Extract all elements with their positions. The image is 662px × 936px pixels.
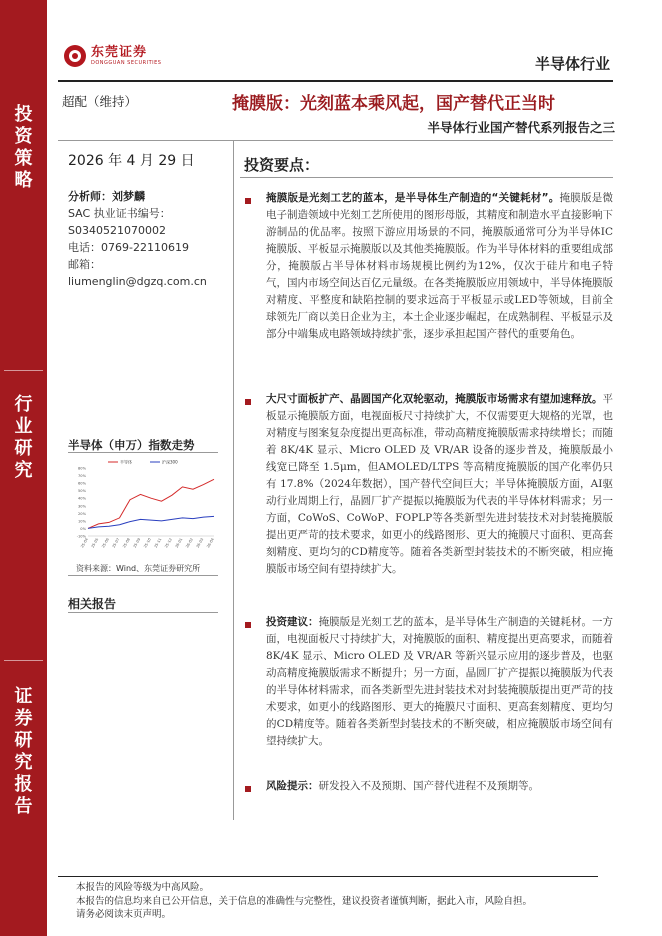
x-tick-label: 25-04 <box>80 537 89 549</box>
bullet-icon <box>245 198 251 204</box>
index-chart <box>68 456 218 560</box>
analyst-info <box>68 188 228 290</box>
related-rule <box>68 612 218 613</box>
logo-text-cn: 东莞证券 <box>91 44 148 60</box>
y-tick-label: 0% <box>80 526 86 531</box>
related-reports-heading: 相关报告 <box>68 597 117 611</box>
analyst-name: 分析师：刘梦麟 <box>68 190 145 203</box>
industry-label: 半导体行业 <box>534 55 610 73</box>
y-tick-label: 10% <box>78 519 86 524</box>
sidebar-divider <box>4 370 43 371</box>
company-logo <box>64 45 161 67</box>
key-point-2-lead: 大尺寸面板扩产、晶圆国产化双轮驱动，掩膜版市场需求有望加速释放。 <box>266 393 603 405</box>
x-tick-label: 25-09 <box>132 537 142 549</box>
y-tick-label: 50% <box>78 489 86 494</box>
x-tick-label: 25-11 <box>153 537 163 549</box>
legend-label: 半导体 <box>120 459 132 465</box>
bullet-icon <box>245 399 251 405</box>
sidebar-char: 研 <box>14 438 33 459</box>
sidebar-char: 研 <box>14 730 33 751</box>
footer-rule <box>58 876 598 877</box>
chart-rule <box>68 452 218 453</box>
y-tick-label: 80% <box>78 466 86 471</box>
report-title: 掩膜版：光刻蓝本乘风起，国产替代正当时 <box>232 94 555 114</box>
sidebar-section-research <box>0 686 47 818</box>
sidebar-char: 行 <box>14 394 33 415</box>
y-tick-label: -10% <box>76 534 86 539</box>
footer-read-statement: 请务必阅读末页声明。 <box>76 909 172 920</box>
sidebar-char: 业 <box>14 416 33 437</box>
footer-risk-level: 本报告的风险等级为中高风险。 <box>76 882 210 893</box>
sidebar-char: 究 <box>14 752 33 773</box>
index-chart-svg <box>68 456 218 560</box>
rating-label: 超配（维持） <box>62 94 138 109</box>
sidebar-section-industry <box>0 394 47 482</box>
logo-mark-icon <box>64 45 86 67</box>
chart-rule <box>68 575 218 576</box>
x-tick-label: 25-07 <box>111 537 121 549</box>
key-point-4-body: 研发投入不及预期、国产替代进程不及预期等。 <box>318 780 539 792</box>
key-points-heading: 投资要点： <box>244 156 320 174</box>
report-subtitle: 半导体行业国产替代系列报告之三 <box>427 120 615 135</box>
sidebar-char: 资 <box>14 126 33 147</box>
sidebar-char: 策 <box>14 148 33 169</box>
bullet-icon <box>245 786 251 792</box>
sidebar-char: 究 <box>14 460 33 481</box>
footer-info-source: 本报告的信息均来自已公开信息，关于信息的准确性与完整性，建议投资者谨慎判断，据此入市，风险自担。 <box>76 895 533 907</box>
x-tick-label: 26-03 <box>195 537 205 549</box>
logo-text-en: DONGGUAN SECURITIES <box>91 59 162 66</box>
sidebar-divider <box>4 660 43 661</box>
chart-title: 半导体（申万）指数走势 <box>68 438 195 452</box>
sidebar-char: 投 <box>14 104 33 125</box>
y-tick-label: 30% <box>78 504 86 509</box>
sidebar-char: 券 <box>14 708 33 729</box>
series-line-0 <box>88 479 214 528</box>
email-label: 邮箱： <box>68 258 101 271</box>
key-point-3-body: 掩膜版是光刻工艺的蓝本，是半导体生产制造的关键耗材。一方面，电视面板尺寸持续扩大，对掩膜版的面积、精度提出更高要求，而随着 8K/4K 显示、Micro OLED 及 VR/AR 等新兴显示应用的逐步普及，也驱动高精度掩膜版需求不断提升；另一方面，晶圆厂扩产提振以掩膜版为代表的半导体材料需求，而各类新型先进封装技术对封装掩膜版提出更严苛的技术要求，如更小的线路图形、更大的掩膜尺寸面积、更高套刻精度、更均匀的CD精度等。随着各类新型封装技术的不断突破，相应掩膜版市场空间有望持续扩大。 <box>266 616 613 747</box>
analyst-phone: 电话：0769-22110619 <box>68 241 189 254</box>
left-sidebar <box>0 0 47 936</box>
key-point-3 <box>266 614 613 750</box>
bullet-icon <box>245 622 251 628</box>
key-point-1-lead: 掩膜版是光刻工艺的蓝本，是半导体生产制造的“关键耗材”。 <box>266 192 560 204</box>
x-tick-label: 26-01 <box>174 537 184 549</box>
y-tick-label: 20% <box>78 511 86 516</box>
x-tick-label: 25-05 <box>90 537 100 549</box>
key-point-4-lead: 风险提示： <box>266 780 319 792</box>
header-rule <box>58 80 613 82</box>
legend-label: 沪深300 <box>162 459 178 465</box>
x-tick-label: 25-08 <box>122 537 131 549</box>
y-tick-label: 70% <box>78 474 86 479</box>
x-tick-label: 26-02 <box>185 537 194 549</box>
key-point-3-lead: 投资建议： <box>266 616 319 628</box>
key-point-4 <box>266 778 613 795</box>
x-tick-label: 25-10 <box>143 537 152 549</box>
y-tick-label: 40% <box>78 496 86 501</box>
report-date: 2026 年 4 月 29 日 <box>68 153 195 169</box>
x-tick-label: 25-12 <box>164 537 173 549</box>
y-tick-label: 60% <box>78 481 86 486</box>
sidebar-char: 报 <box>14 774 33 795</box>
sidebar-section-strategy <box>0 104 47 192</box>
analyst-email[interactable]: liumenglin@dgzq.com.cn <box>68 275 207 288</box>
column-divider <box>233 140 234 820</box>
title-rule <box>58 140 613 141</box>
sac-number: S0340521070002 <box>68 224 166 237</box>
chart-source: 资料来源：Wind、东莞证券研究所 <box>76 564 201 573</box>
x-tick-label: 25-06 <box>101 537 110 549</box>
key-point-2 <box>266 391 613 578</box>
key-point-1-body: 掩膜版是微电子制造领域中光刻工艺所使用的图形母版，其精度和制造水平直接影响下游制品的优品率。按照下游应用场景的不同，掩膜版通常可分为半导体IC掩膜版、平板显示掩膜版以及其他类掩膜版。作为半导体材料的重要组成部分，掩膜版占半导体材料市场规模比例约为12%，仅次于硅片和电子特气，国内市场空间达百亿元量级。在各类掩膜版应用领域中，半导体掩膜版对精度、平整度和缺陷控制的要求远高于平板显示或LED等领域，目前全球领先厂商以美日企业为主，本土企业逐步崛起，在成熟制程、平板显示及部分中端集成电路领域持续扩张，逐步承担起国产替代的重要角色。 <box>266 192 613 340</box>
sidebar-char: 告 <box>14 796 33 817</box>
footer-disclaimer <box>76 881 532 922</box>
key-point-1 <box>266 190 613 343</box>
key-point-2-body: 平板显示掩膜版方面，电视面板尺寸持续扩大，不仅需要更大规格的光罩，也对精度与图案复杂度提出更高标准，带动高精度掩膜版需求持续增长；而随着 8K/4K 显示、Micro OLED 及 VR/AR 设备的逐步普及，掩膜版最小线宽已降至 1.5μm，但AMOLED/LTPS 等高精度掩膜版的国产化率仍只有 17.8%（2024年数据），国产替代空间巨大；半导体掩膜版方面，AI驱动行业周期上行，晶圆厂扩产提振以掩膜版为代表的半导体材料需求；另一方面，CoWoS、CoWoP、FOPLP等各类新型先进封装技术对封装掩膜版提出更严苛的技术要求，如更小的线路图形、更大的掩膜尺寸面积、更高套刻精度、更均匀的CD精度等。随着各类新型封装技术的不断突破，相应掩膜版市场空间有望持续扩大。 <box>266 393 613 575</box>
key-points-rule <box>240 177 613 178</box>
x-tick-label: 26-04 <box>206 537 215 549</box>
sac-label: SAC 执业证书编号： <box>68 207 171 220</box>
sidebar-char: 略 <box>14 170 33 191</box>
sidebar-char: 证 <box>14 686 33 707</box>
